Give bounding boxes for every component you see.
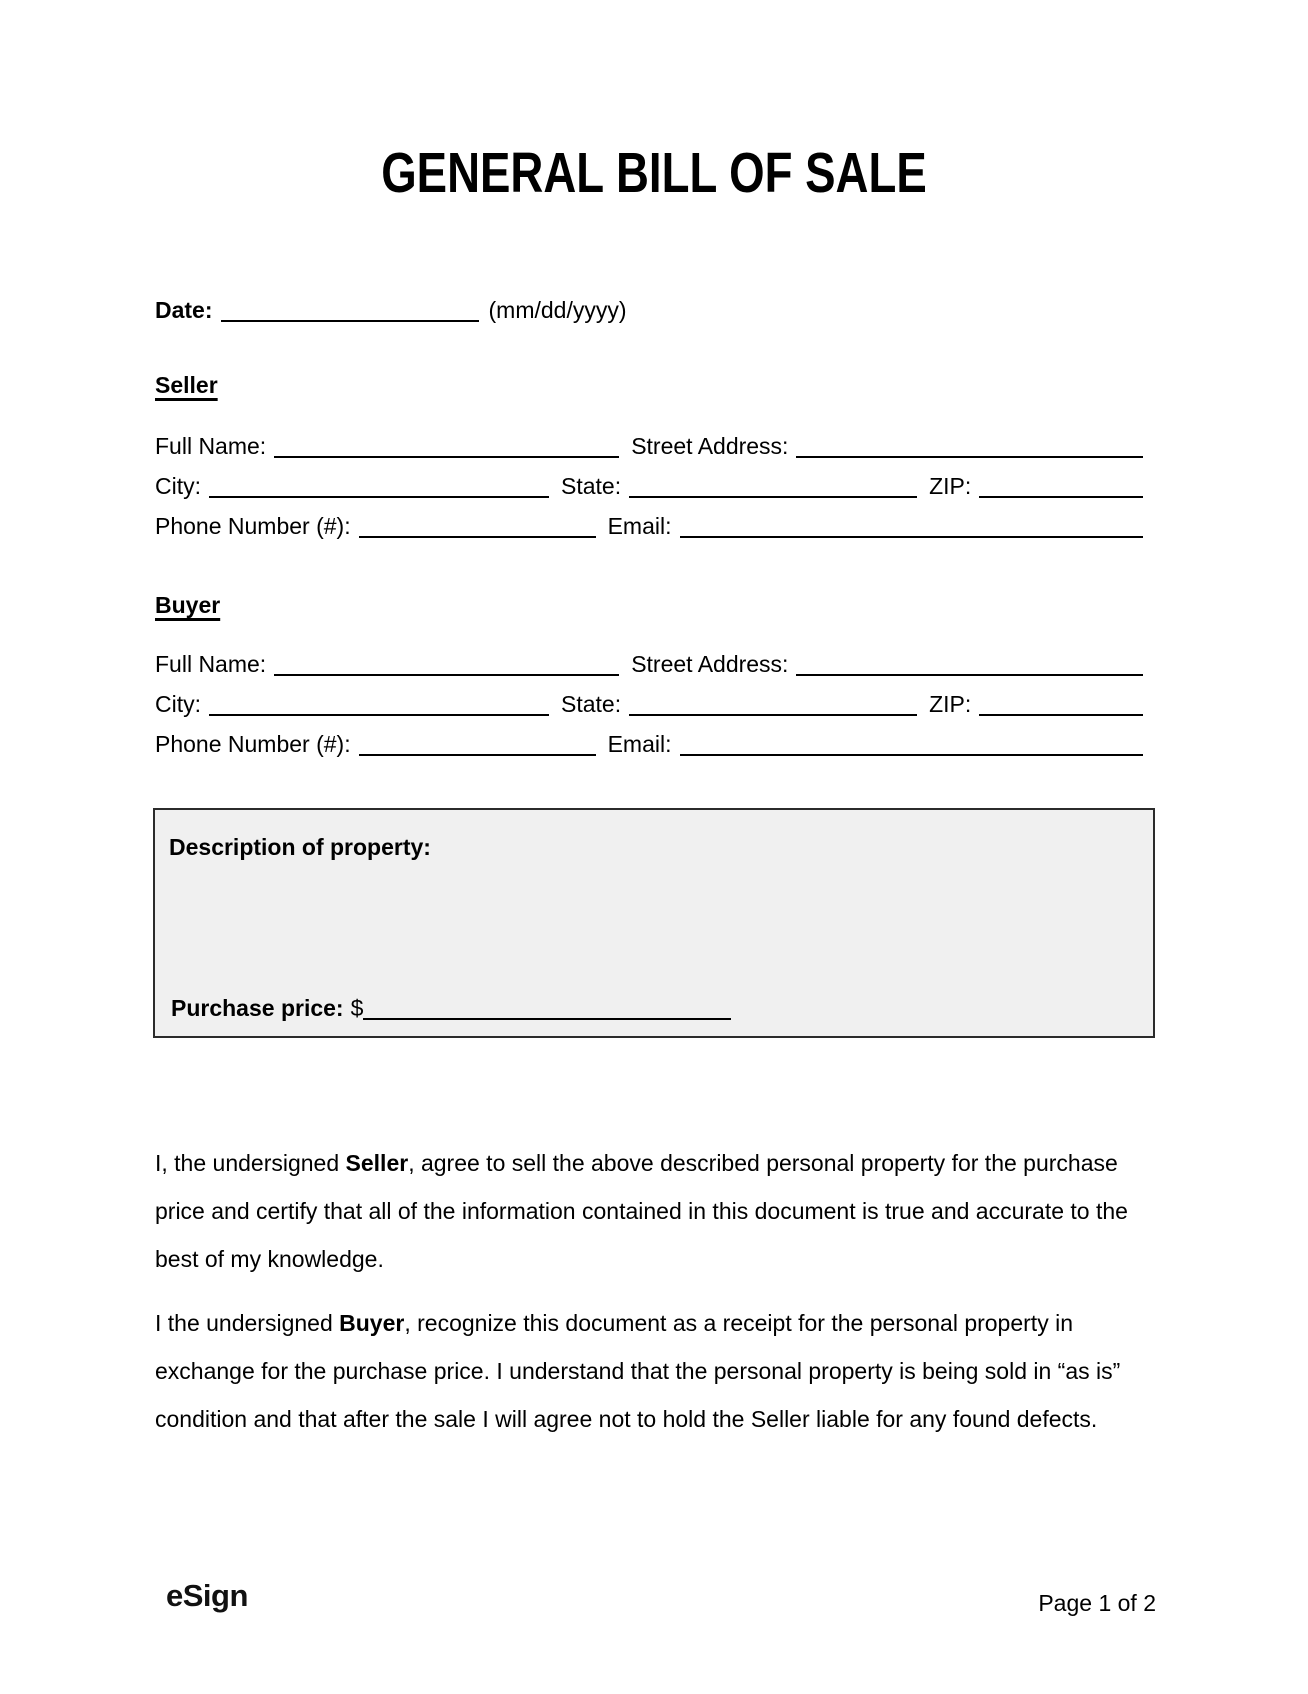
seller-state-line[interactable]: [629, 472, 917, 498]
seller-zip-line[interactable]: [979, 472, 1143, 498]
seller-phone-email-row: [155, 508, 1143, 540]
buyer-agreement-text-after: , recognize this document as a receipt for the personal property in exchange for the purchase price. I understand that the personal property is being sold in “as is” condition and that after the sale I will agree not to hold the Seller liable for any found defects.: [155, 1310, 1121, 1432]
seller-full-name-label: Full Name:: [155, 433, 267, 459]
seller-agreement-paragraph: [155, 1139, 1160, 1283]
property-description-label: Description of property:: [169, 834, 431, 860]
buyer-full-name-label: Full Name:: [155, 651, 267, 677]
date-input-line[interactable]: [221, 296, 479, 322]
seller-street-address-line[interactable]: [796, 432, 1143, 458]
buyer-state-line[interactable]: [629, 690, 917, 716]
purchase-price-row: [171, 990, 731, 1022]
seller-phone-line[interactable]: [359, 512, 596, 538]
purchase-price-line[interactable]: [363, 994, 731, 1020]
property-description-box[interactable]: [153, 808, 1155, 1038]
seller-city-line[interactable]: [209, 472, 549, 498]
esign-logo: eSign: [166, 1578, 248, 1613]
buyer-agreement-term: Buyer: [339, 1310, 405, 1336]
seller-name-address-row: [155, 428, 1143, 460]
page-indicator: Page 1 of 2: [1038, 1590, 1156, 1616]
document-title-text: GENERAL BILL OF SALE: [381, 141, 927, 205]
date-label: Date:: [155, 297, 213, 323]
buyer-phone-line[interactable]: [359, 730, 596, 756]
seller-full-name-line[interactable]: [274, 432, 619, 458]
buyer-city-line[interactable]: [209, 690, 549, 716]
buyer-city-state-zip-row: [155, 686, 1143, 718]
seller-email-line[interactable]: [680, 512, 1144, 538]
buyer-zip-label: ZIP:: [929, 691, 972, 717]
seller-city-state-zip-row: [155, 468, 1143, 500]
seller-agreement-term: Seller: [345, 1150, 409, 1176]
seller-phone-label: Phone Number (#):: [155, 513, 351, 539]
date-format-hint: (mm/dd/yyyy): [488, 297, 627, 323]
seller-section-heading: Seller: [155, 372, 218, 398]
buyer-street-address-label: Street Address:: [631, 651, 789, 677]
buyer-email-line[interactable]: [680, 730, 1144, 756]
buyer-section-heading: Buyer: [155, 592, 221, 618]
buyer-phone-label: Phone Number (#):: [155, 731, 351, 757]
document-title: [0, 140, 1308, 206]
buyer-email-label: Email:: [607, 731, 672, 757]
buyer-phone-email-row: [155, 726, 1143, 758]
buyer-agreement-paragraph: [155, 1299, 1160, 1443]
currency-symbol: $: [350, 995, 364, 1021]
purchase-price-label: Purchase price:: [171, 995, 344, 1021]
buyer-street-address-line[interactable]: [796, 650, 1143, 676]
seller-email-label: Email:: [607, 513, 672, 539]
buyer-name-address-row: [155, 646, 1143, 678]
seller-state-label: State:: [561, 473, 622, 499]
seller-agreement-text-after: , agree to sell the above described personal property for the purchase price and certify that all of the information contained in this document is true and accurate to the best of my knowledge.: [155, 1150, 1128, 1272]
buyer-agreement-text-before: I the undersigned: [155, 1310, 340, 1336]
buyer-full-name-line[interactable]: [274, 650, 619, 676]
seller-agreement-text-before: I, the undersigned: [155, 1150, 346, 1176]
seller-zip-label: ZIP:: [929, 473, 972, 499]
seller-city-label: City:: [155, 473, 201, 499]
date-row: [155, 292, 1143, 324]
buyer-city-label: City:: [155, 691, 201, 717]
buyer-state-label: State:: [561, 691, 622, 717]
seller-street-address-label: Street Address:: [631, 433, 789, 459]
buyer-zip-line[interactable]: [979, 690, 1143, 716]
